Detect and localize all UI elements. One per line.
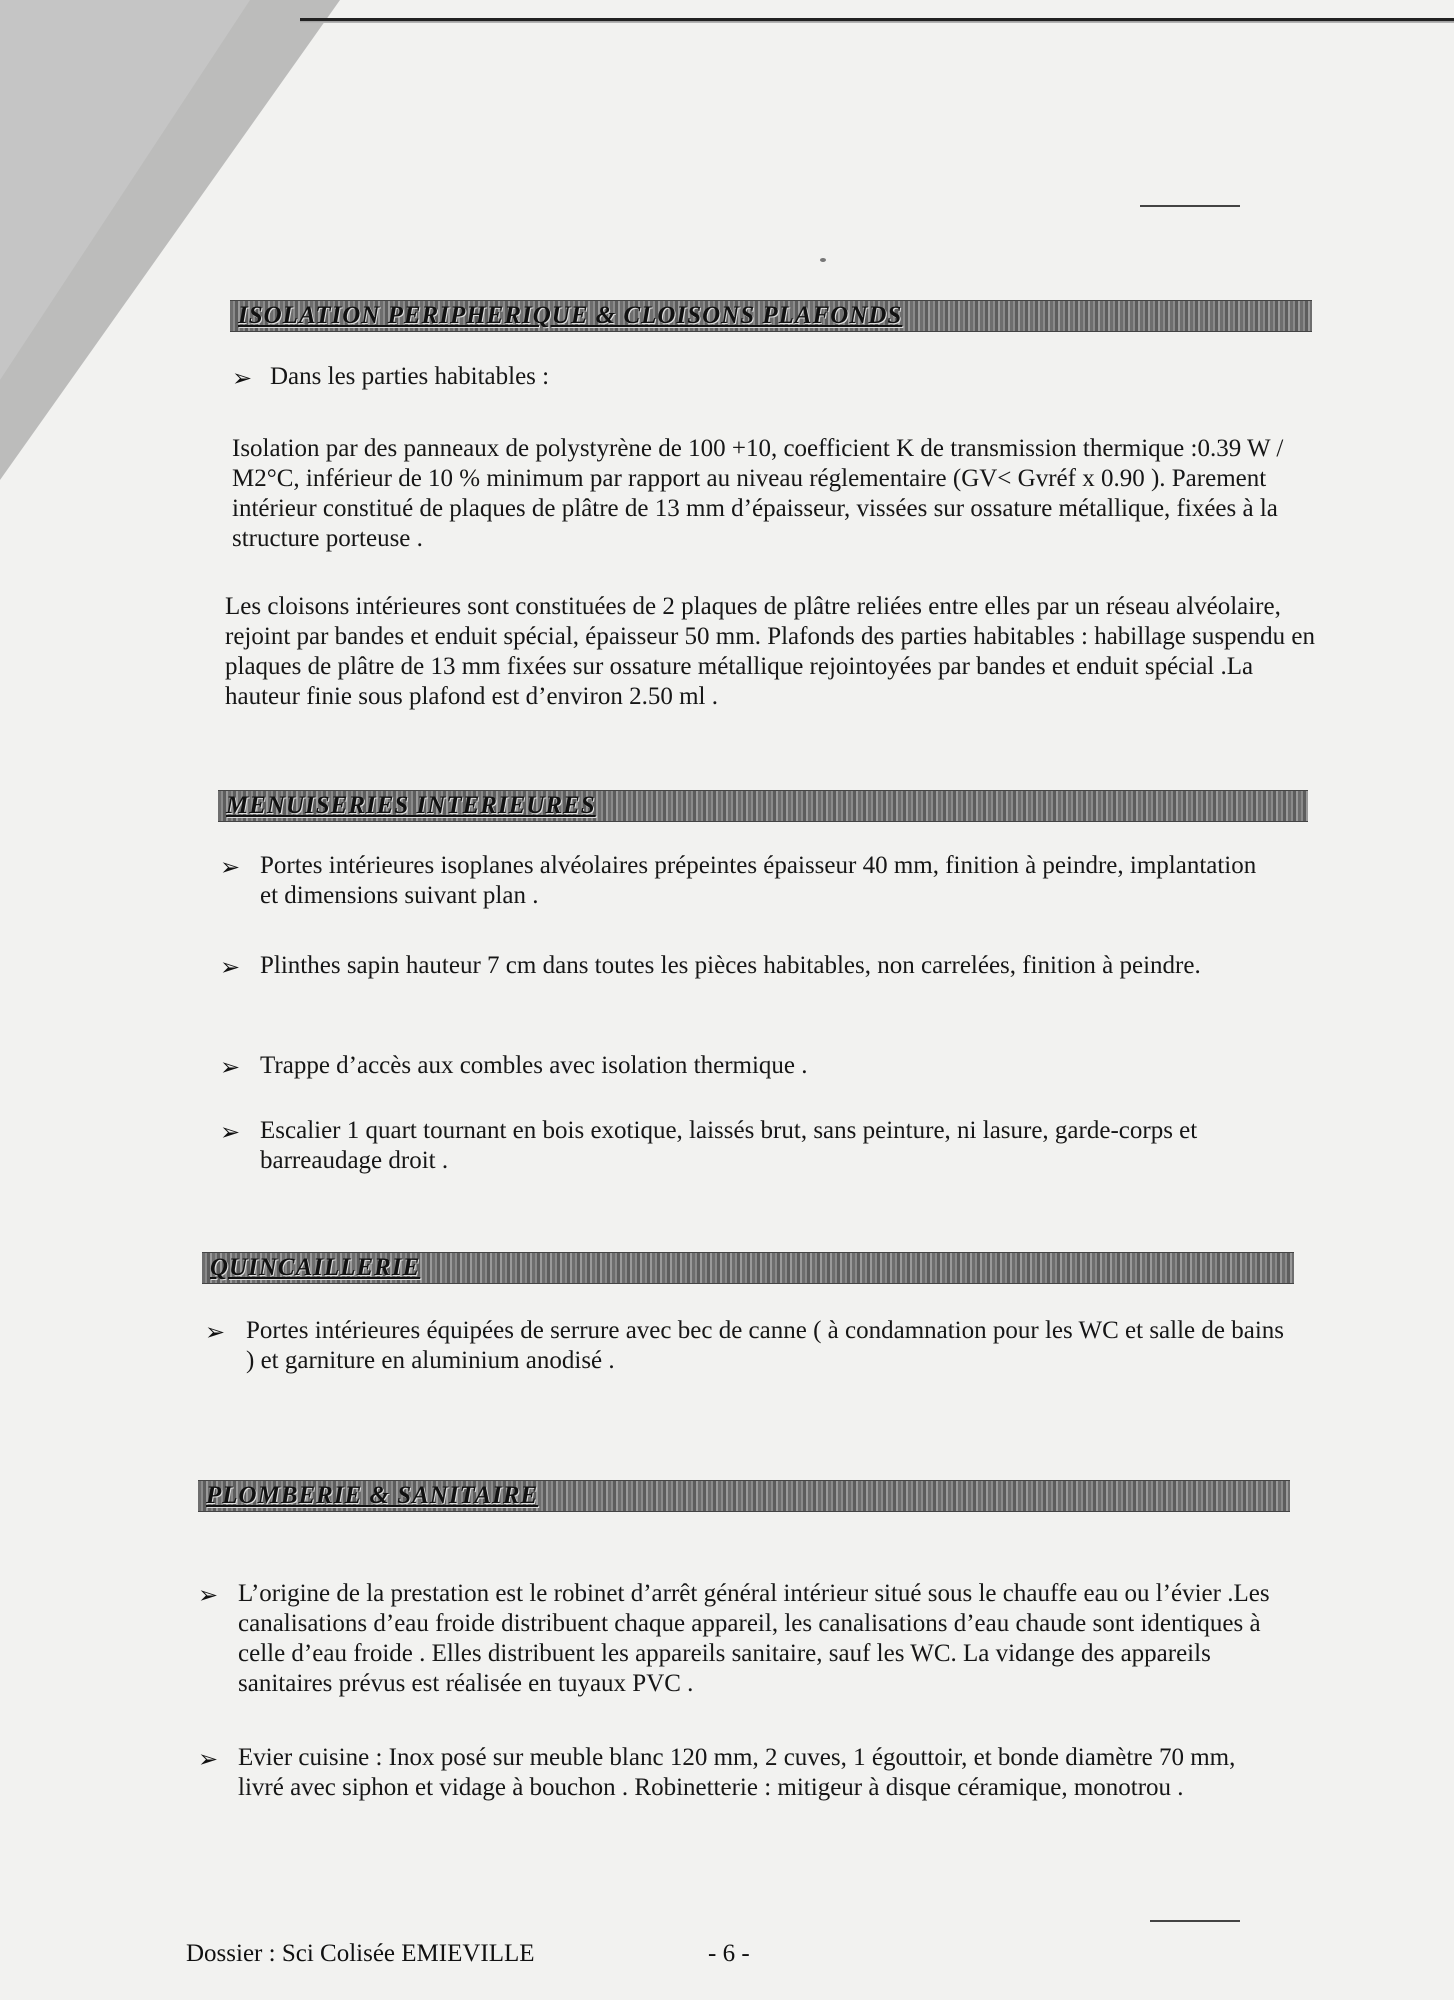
paragraph-cloisons: Les cloisons intérieures sont constituées de 2 plaques de plâtre reliées entre elles par un réseau alvéolaire, rejoint par bandes et enduit spécial, épaisseur 50 mm. Plafonds des parties habitables : habillage suspendu en plaques de plâtre de 13 mm fixées sur ossature métallique rejointoyées par bandes et enduit spécial .La hauteur finie sous plafond est d’environ 2.50 ml . [225, 593, 1315, 710]
section-title: ISOLATION PERIPHERIQUE & CLOISONS PLAFONDS [238, 302, 903, 329]
section-title: PLOMBERIE & SANITAIRE [206, 1482, 539, 1509]
folded-corner [0, 0, 250, 380]
list-item: Evier cuisine : Inox posé sur meuble blanc 120 mm, 2 cuves, 1 égouttoir, et bonde diamètre 70 mm, livré avec siphon et vidage à bouchon . Robinetterie : mitigeur à disque céramique, monotrou . [238, 1744, 1236, 1801]
arrow-bullet-icon: ➢ [205, 1320, 226, 1346]
list-item: Escalier 1 quart tournant en bois exotique, laissés brut, sans peinture, ni lasure, garde-corps et barreaudage droit . [260, 1117, 1198, 1174]
list-item: L’origine de la prestation est le robinet d’arrêt général intérieur situé sous le chauffe eau ou l’évier .Les canalisations d’eau froide distribuent chaque appareil, les canalisations d’eau chaude sont identiques à celle d’eau froide . Elles distribuent les appareils sanitaire, sauf les WC. La vidange des appareils sanitaires prévus est réalisée en tuyaux PVC . [238, 1580, 1270, 1697]
list-item: Trappe d’accès aux combles avec isolation thermique . [260, 1052, 808, 1079]
arrow-bullet-icon: ➢ [232, 366, 253, 392]
section-title: MENUISERIES INTERIEURES [226, 792, 596, 819]
paragraph-isolation: Isolation par des panneaux de polystyrène de 100 +10, coefficient K de transmission thermique :0.39 W / M2°C, inférieur de 10 % minimum par rapport au niveau réglementaire (GV< Gvréf x 0.90 ). Parement intérieur constitué de plaques de plâtre de 13 mm d’épaisseur, vissées sur ossature métallique, fixées à la structure porteuse . [232, 435, 1284, 552]
arrow-bullet-icon: ➢ [198, 1747, 219, 1773]
scan-mark [1150, 1920, 1240, 1922]
page-number: - 6 - [708, 1940, 750, 1967]
list-item: Portes intérieures isoplanes alvéolaires prépeintes épaisseur 40 mm, finition à peindre, implantation et dimensions suivant plan . [260, 852, 1257, 909]
scan-speck [820, 258, 826, 262]
arrow-bullet-icon: ➢ [220, 855, 241, 881]
footer-dossier: Dossier : Sci Colisée EMIEVILLE [186, 1940, 535, 1967]
section-header-menuiseries [218, 790, 1308, 822]
arrow-bullet-icon: ➢ [220, 1055, 241, 1081]
section-title: QUINCAILLERIE [210, 1254, 421, 1281]
top-rule [300, 18, 1454, 23]
scan-mark [1140, 205, 1240, 207]
section-header-isolation [230, 300, 1312, 332]
arrow-bullet-icon: ➢ [220, 955, 241, 981]
intro-bullet-text: Dans les parties habitables : [270, 363, 550, 390]
section-header-plomberie [198, 1480, 1290, 1512]
arrow-bullet-icon: ➢ [198, 1583, 219, 1609]
arrow-bullet-icon: ➢ [220, 1120, 241, 1146]
list-item: Plinthes sapin hauteur 7 cm dans toutes les pièces habitables, non carrelées, finition à peindre. [260, 952, 1201, 979]
list-item: Portes intérieures équipées de serrure avec bec de canne ( à condamnation pour les WC et salle de bains ) et garniture en aluminium anodisé . [246, 1317, 1285, 1374]
section-header-quincaillerie [202, 1252, 1294, 1284]
